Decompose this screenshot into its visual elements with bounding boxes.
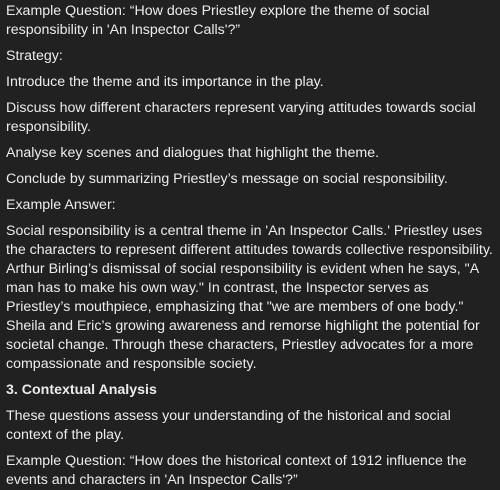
strategy-item-3: Analyse key scenes and dialogues that highlight the theme.	[6, 145, 380, 161]
example-answer-label: Example Answer:	[6, 197, 116, 213]
strategy-item-1: Introduce the theme and its importance in the play.	[6, 74, 324, 90]
example-answer-text: Social responsibility is a central theme in 'An Inspector Calls.' Priestley uses the characters to represent different attitudes towards collective responsibility. Arthur Birling’s dismissal of social responsibility is evident when he says, "A man has to make his own way." In contrast, the Inspector serves as Priestley’s mouthpiece, emphasizing that "we are members of one body." Sheila and Eric’s growing awareness and remorse highlight the potential for societal change. Through these characters, Priestley advocates for a more compassionate and responsible society.	[6, 223, 493, 372]
example-question-1: Example Question: “How does Priestley explore the theme of social responsibility in 'An Inspector Calls'?”	[6, 3, 430, 38]
section-heading: 3. Contextual Analysis	[6, 382, 157, 398]
section-intro: These questions assess your understanding of the historical and social context of the play.	[6, 408, 451, 443]
strategy-item-4: Conclude by summarizing Priestley’s message on social responsibility.	[6, 171, 448, 187]
strategy-label: Strategy:	[6, 48, 63, 64]
strategy-item-2: Discuss how different characters represent varying attitudes towards social responsibility.	[6, 100, 476, 135]
example-question-2: Example Question: “How does the historical context of 1912 influence the events and characters in 'An Inspector Calls'?”	[6, 453, 467, 488]
